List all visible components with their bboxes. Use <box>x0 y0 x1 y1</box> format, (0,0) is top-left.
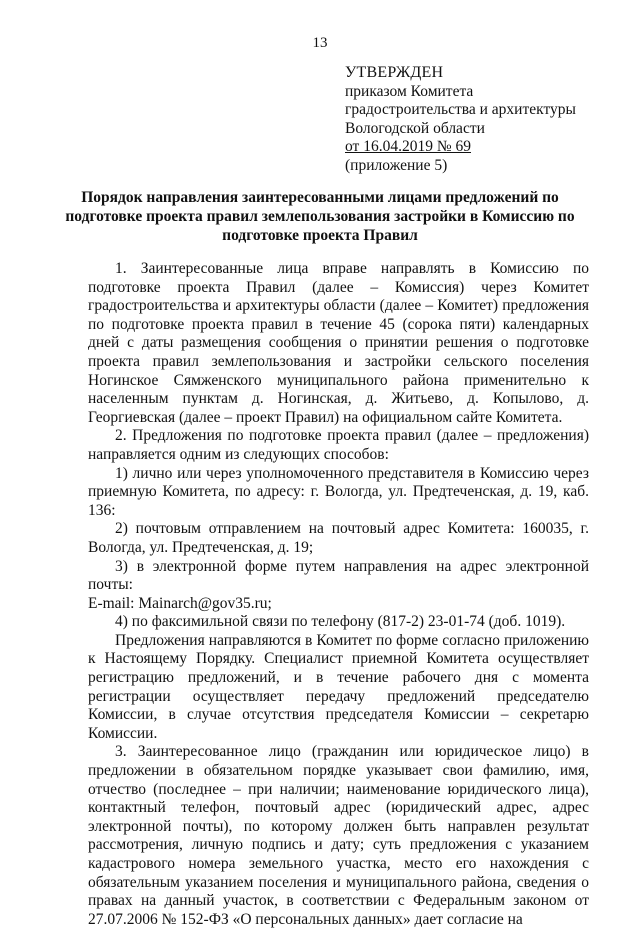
approval-appendix: (приложение 5) <box>345 156 448 174</box>
approval-date-number: от 16.04.2019 № 69 <box>345 138 471 156</box>
method-4: 4) по факсимильной связи по телефону (817-2) 23-01-74 (доб. 1019). <box>115 613 566 631</box>
document-body <box>88 260 589 929</box>
document-title: Порядок направления заинтересованными лицами предложений по подготовке проекта правил землепользования застройки в Комиссию по подготовке проекта Правил <box>65 189 575 244</box>
paragraph-2: 2. Предложения по подготовке проекта правил (далее – предложения) направляется одним из следующих способов: <box>88 427 589 463</box>
page-number: 13 <box>312 35 328 51</box>
method-2: 2) почтовым отправлением на почтовый адрес Комитета: 160035, г. Вологда, ул. Предтеченская, д. 19; <box>88 520 589 556</box>
approval-stamp: УТВЕРЖДЕН <box>345 64 444 81</box>
approval-line: градостроительства и архитектуры <box>345 101 576 119</box>
paragraph-3: 3. Заинтересованное лицо (гражданин или юридическое лицо) в предложении в обязательном порядке указывает свои фамилию, имя, отчество (последнее – при наличии; наименование юридического лица), контактный телефон, почтовый адрес (юридический адрес, адрес электронной почты), по которому должен быть направлен результат рассмотрения, личную подпись и дату; суть предложения с указанием кадастрового номера земельного участка, место его нахождения с обязательным указанием поселения и муниципального района, сведения о правах на данный участок, в соответствии с Федеральным законом от 27.07.2006 № 152-ФЗ «О персональных данных» дает согласие на <box>88 743 589 928</box>
email-line: E-mail: Mainarch@gov35.ru; <box>88 594 272 612</box>
paragraph-1: 1. Заинтересованные лица вправе направлять в Комиссию по подготовке проекта Правил (далее – Комиссия) через Комитет градостроительства и архитектуры области (далее – Комитет) предложения по подготовке проекта правил в течение 45 (сорока пяти) календарных дней с даты размещения сообщения о принятии решения о подготовке проекта правил землепользования и застройки сельского поселения Ногинское Сямженского муниципального района применительно к населенным пунктам д. Ногинская, д. Житьево, д. Копылово, д. Георгиевская (далее – проект Правил) на официальном сайте Комитета. <box>88 260 589 426</box>
method-1: 1) лично или через уполномоченного представителя в Комиссию через приемную Комитета, по адресу: г. Вологда, ул. Предтеченская, д. 19, каб. 136: <box>88 464 589 519</box>
approval-line: приказом Комитета <box>345 82 474 100</box>
registration-paragraph: Предложения направляются в Комитет по форме согласно приложению к Настоящему Порядку. Специалист приемной Комитета осуществляет регистрацию предложений, и в течение рабочего дня с момента регистрации осуществляет передачу предложений председателю Комиссии, в случае отсутствия председателя Комиссии – секретарю Комиссии. <box>88 631 589 742</box>
approval-block <box>345 64 625 176</box>
method-3: 3) в электронной форме путем направления на адрес электронной почты: <box>88 557 589 594</box>
approval-line: Вологодской области <box>345 119 485 137</box>
